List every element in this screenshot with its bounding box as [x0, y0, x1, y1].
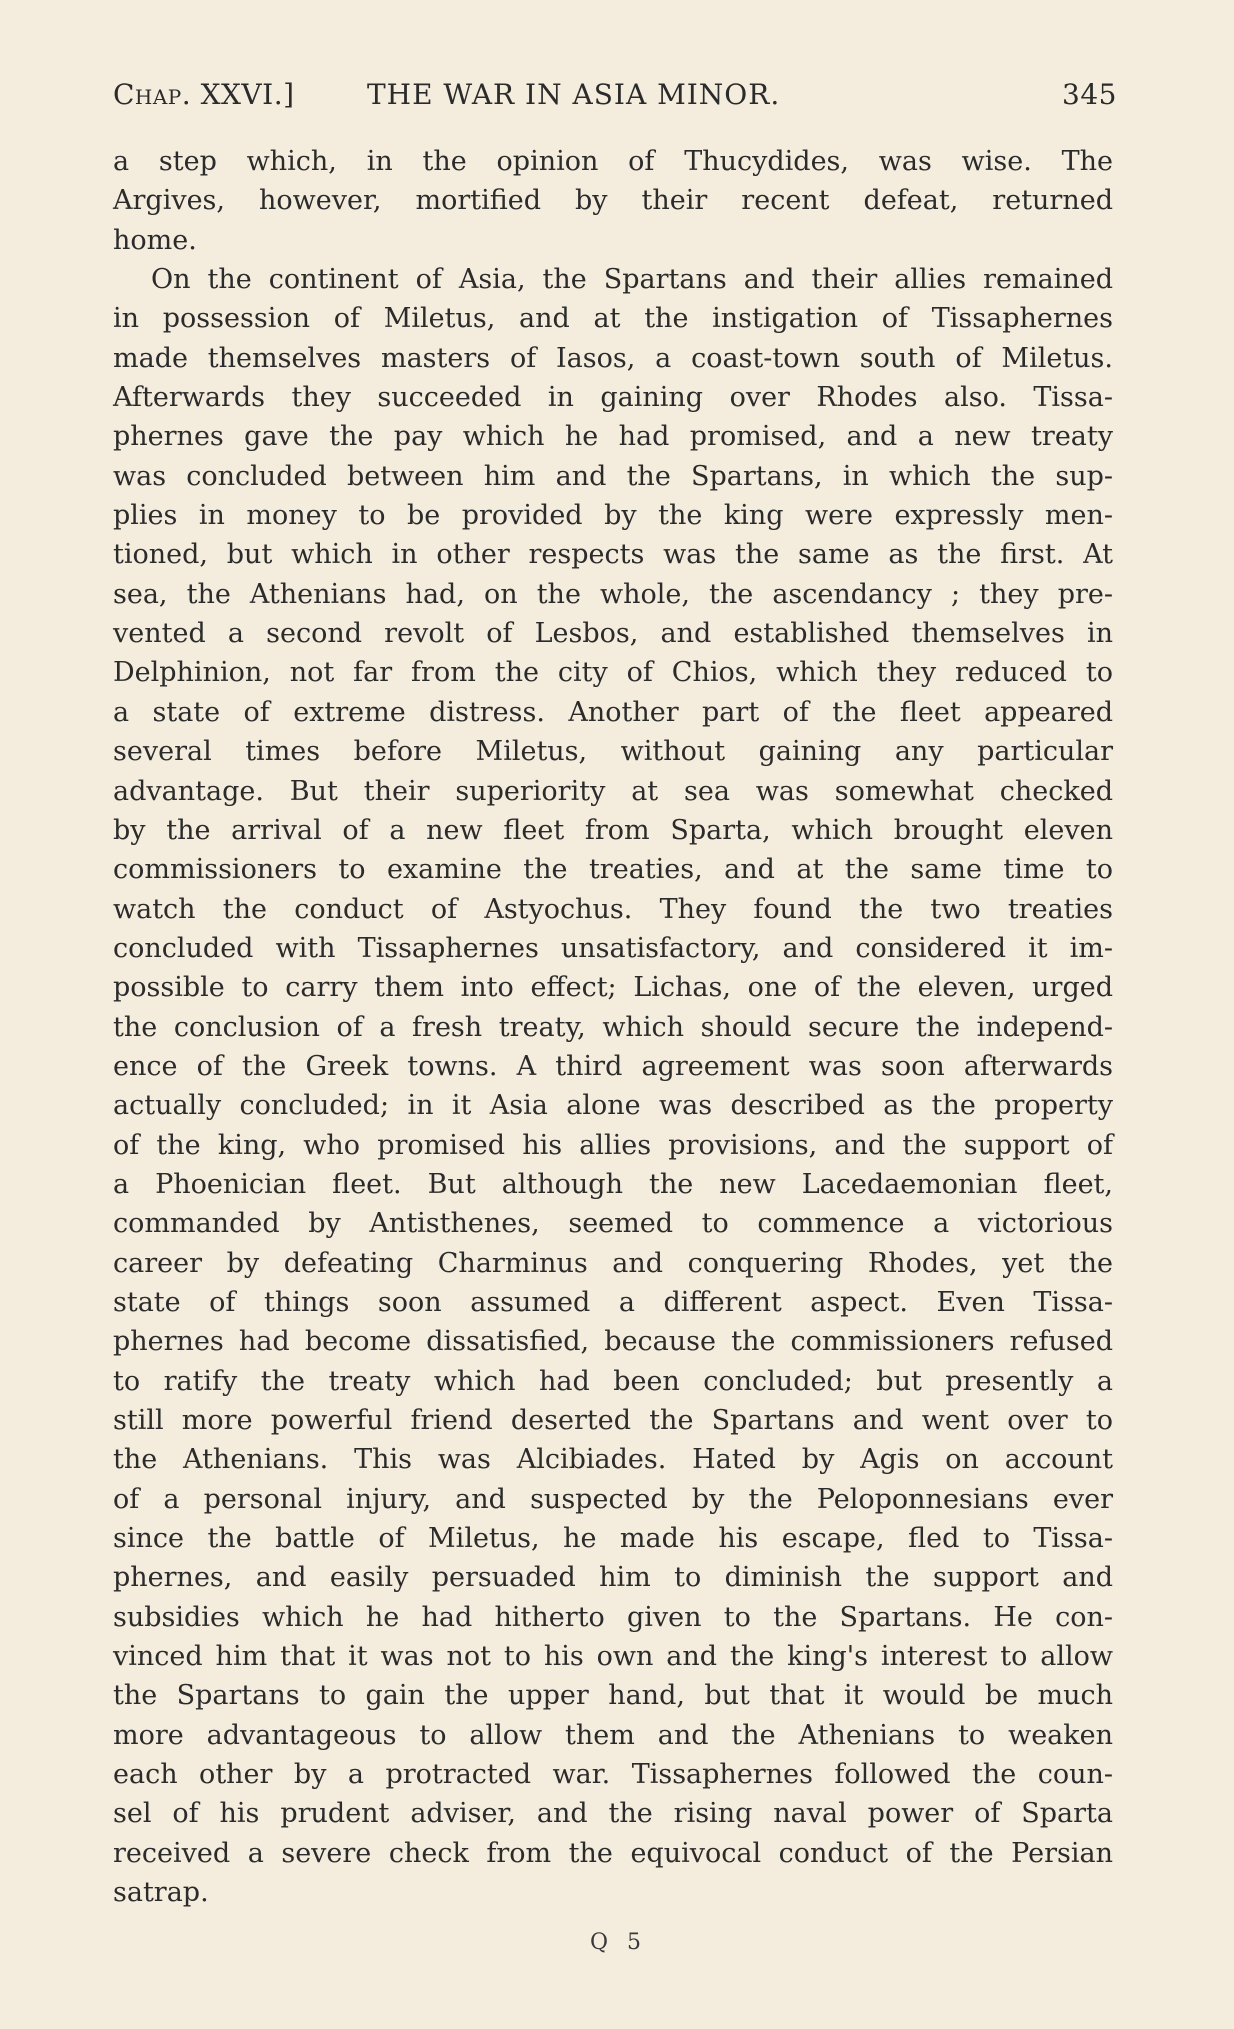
- running-title: THE WAR IN ASIA MINOR.: [367, 78, 781, 111]
- text-line: phernes, and easily persuaded him to diminish the support and: [113, 1562, 1113, 1594]
- text-line: tioned, but which in other respects was the same as the first. At: [113, 539, 1113, 571]
- signature-mark: Q 5: [590, 1930, 648, 1955]
- text-line: advantage. But their superiority at sea was somewhat checked: [113, 775, 1113, 807]
- text-line: Delphinion, not far from the city of Chios, which they reduced to: [113, 657, 1113, 689]
- text-line: a state of extreme distress. Another part of the fleet appeared: [113, 696, 1113, 728]
- text-line: On the continent of Asia, the Spartans and their allies remained: [151, 264, 1113, 296]
- text-line: satrap.: [113, 1877, 209, 1909]
- text-line: Argives, however, mortified by their recent defeat, returned: [113, 185, 1113, 217]
- text-line: possible to carry them into effect; Lichas, one of the eleven, urged: [113, 972, 1113, 1004]
- text-line: each other by a protracted war. Tissaphernes followed the coun-: [113, 1759, 1113, 1791]
- text-line: since the battle of Miletus, he made his escape, fled to Tissa-: [113, 1523, 1113, 1555]
- text-line: watch the conduct of Astyochus. They found the two treaties: [113, 893, 1113, 925]
- running-header: [113, 78, 1123, 124]
- text-line: actually concluded; in it Asia alone was described as the property: [113, 1090, 1113, 1122]
- text-line: still more powerful friend deserted the Spartans and went over to: [113, 1405, 1113, 1436]
- page-number: 345: [1062, 78, 1117, 111]
- text-line: was concluded between him and the Spartans, in which the sup-: [113, 460, 1113, 492]
- text-line: concluded with Tissaphernes unsatisfactory, and considered it im-: [113, 932, 1113, 964]
- text-line: commanded by Antisthenes, seemed to commence a victorious: [113, 1208, 1113, 1240]
- text-line: a Phoenician fleet. But although the new Lacedaemonian fleet,: [113, 1168, 1113, 1200]
- text-line: phernes gave the pay which he had promised, and a new treaty: [113, 421, 1113, 453]
- text-line: state of things soon assumed a different aspect. Even Tissa-: [113, 1286, 1113, 1318]
- text-line: Afterwards they succeeded in gaining over Rhodes also. Tissa-: [113, 382, 1113, 414]
- text-line: ence of the Greek towns. A third agreement was soon afterwards: [113, 1050, 1113, 1082]
- text-line: a step which, in the opinion of Thucydides, was wise. The: [113, 146, 1113, 177]
- text-line: phernes had become dissatisfied, because the commissioners refused: [113, 1326, 1113, 1358]
- body-text: [113, 142, 1113, 1912]
- text-line: received a severe check from the equivocal conduct of the Persian: [113, 1837, 1113, 1869]
- text-line: sea, the Athenians had, on the whole, the ascendancy ; they pre-: [113, 578, 1113, 610]
- text-line: vinced him that it was not to his own and the king's interest to allow: [113, 1641, 1113, 1673]
- text-line: vented a second revolt of Lesbos, and established themselves in: [113, 618, 1113, 650]
- chapter-label: Chap. XXVI.]: [113, 78, 295, 111]
- text-line: career by defeating Charminus and conquering Rhodes, yet the: [113, 1247, 1113, 1279]
- text-line: more advantageous to allow them and the Athenians to weaken: [113, 1719, 1113, 1751]
- text-line: subsidies which he had hitherto given to the Spartans. He con-: [113, 1601, 1113, 1633]
- text-line: home.: [113, 224, 197, 256]
- text-line: made themselves masters of Iasos, a coast-town south of Miletus.: [113, 342, 1113, 374]
- text-line: of a personal injury, and suspected by the Peloponnesians ever: [113, 1483, 1113, 1515]
- text-line: by the arrival of a new fleet from Sparta, which brought eleven: [113, 814, 1113, 846]
- text-line: the conclusion of a fresh treaty, which should secure the independ-: [113, 1011, 1113, 1043]
- text-line: several times before Miletus, without gaining any particular: [113, 736, 1113, 768]
- text-line: in possession of Miletus, and at the instigation of Tissaphernes: [113, 303, 1113, 335]
- text-line: to ratify the treaty which had been concluded; but presently a: [113, 1365, 1113, 1397]
- text-line: the Athenians. This was Alcibiades. Hated by Agis on account: [113, 1444, 1113, 1476]
- text-line: of the king, who promised his allies provisions, and the support of: [113, 1129, 1113, 1161]
- text-line: sel of his prudent adviser, and the rising naval power of Sparta: [113, 1798, 1113, 1830]
- text-line: plies in money to be provided by the king were expressly men-: [113, 500, 1113, 532]
- text-line: commissioners to examine the treaties, and at the same time to: [113, 854, 1113, 886]
- text-line: the Spartans to gain the upper hand, but that it would be much: [113, 1680, 1113, 1712]
